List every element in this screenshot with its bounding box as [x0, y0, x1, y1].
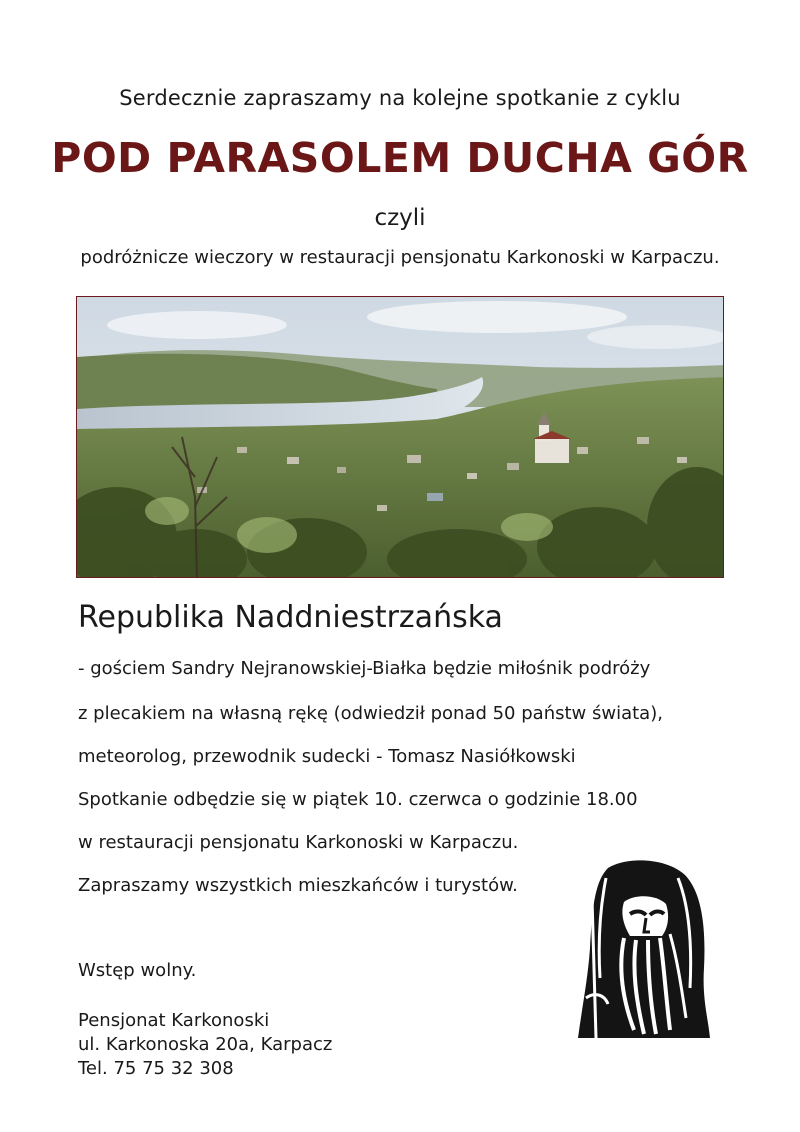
event-line-4: Spotkanie odbędzie się w piątek 10. czerwca o godzinie 18.00 [78, 789, 638, 810]
contact-name: Pensjonat Karkonoski [78, 1010, 270, 1031]
event-line-6: Zapraszamy wszystkich mieszkańców i turystów. [78, 875, 518, 896]
landscape-photo [76, 296, 724, 578]
landscape-photo-icon [77, 297, 724, 578]
czyli-text: czyli [374, 205, 426, 231]
contact-address: ul. Karkonoska 20a, Karpacz [78, 1034, 333, 1055]
event-series-title: POD PARASOLEM DUCHA GÓR [51, 134, 749, 182]
subtitle-text: podróżnicze wieczory w restauracji pensjonatu Karkonoski w Karpaczu. [80, 247, 720, 268]
contact-phone: Tel. 75 75 32 308 [78, 1058, 234, 1079]
event-heading: Republika Naddniestrzańska [78, 600, 503, 635]
event-line-2: z plecakiem na własną rękę (odwiedził ponad 50 państw świata), [78, 703, 663, 724]
intro-text: Serdecznie zapraszamy na kolejne spotkanie z cyklu [119, 86, 681, 110]
mountain-spirit-icon [578, 858, 710, 1038]
event-line-1: - gościem Sandry Nejranowskiej-Białka będzie miłośnik podróży [78, 658, 651, 679]
event-line-3: meteorolog, przewodnik sudecki - Tomasz Nasiółkowski [78, 746, 576, 767]
event-line-5: w restauracji pensjonatu Karkonoski w Karpaczu. [78, 832, 519, 853]
entry-info: Wstęp wolny. [78, 960, 197, 981]
